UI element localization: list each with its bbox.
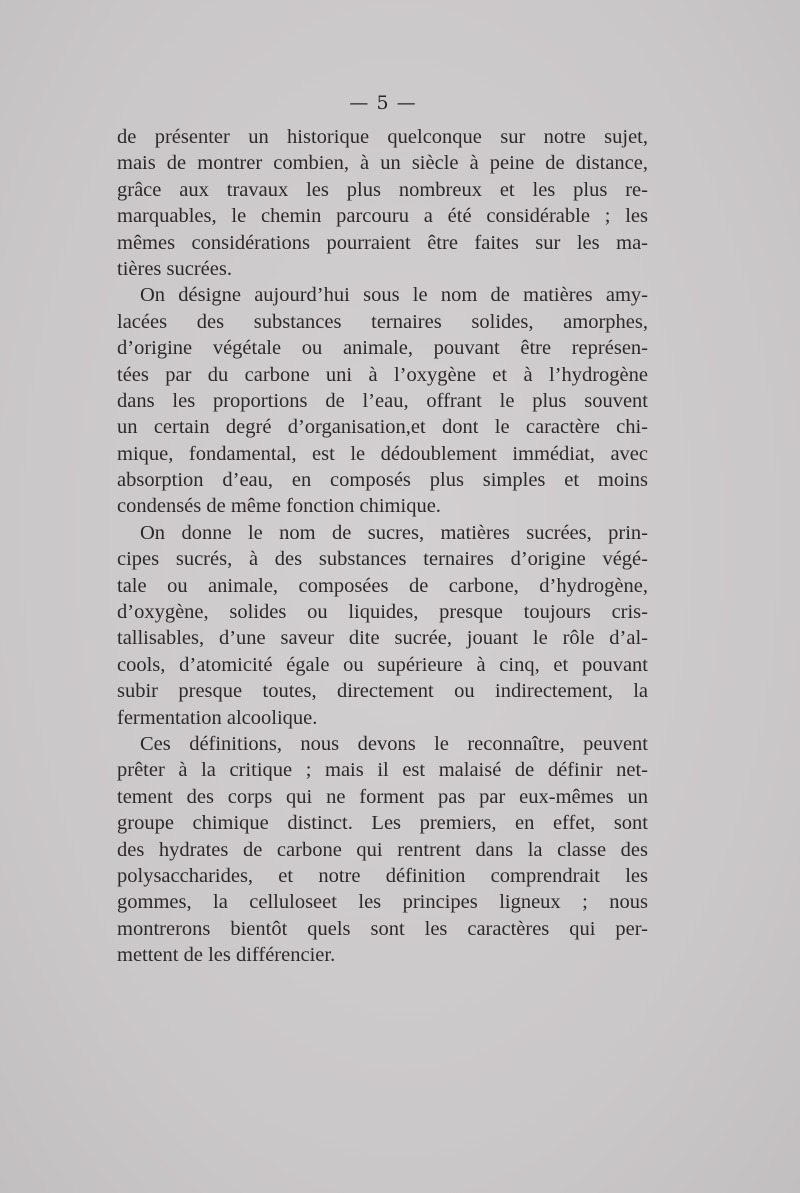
text-line: lacées des substances ternaires solides, amorphes, <box>117 310 648 333</box>
text-line: mais de montrer combien, à un siècle à peine de distance, <box>117 152 648 175</box>
text-line: Ces définitions, nous devons le reconnaître, peuvent <box>140 732 648 755</box>
text-line: mêmes considérations pourraient être faites sur les ma- <box>117 231 648 254</box>
page-number: — 5 — <box>349 92 417 114</box>
paragraph-3 <box>117 520 648 731</box>
text-line: mique, fondamental, est le dédoublement immédiat, avec <box>117 442 648 465</box>
text-line: gommes, la celluloseet les principes ligneux ; nous <box>117 891 648 914</box>
body-text <box>117 124 648 969</box>
text-line: mettent de les différencier. <box>117 944 336 967</box>
text-line: tement des corps qui ne forment pas par eux-mêmes un <box>117 785 648 808</box>
paragraph-2 <box>117 282 648 520</box>
text-line: cipes sucrés, à des substances ternaires d’origine végé- <box>117 548 648 571</box>
text-line: d’origine végétale ou animale, pouvant être représen- <box>117 337 648 360</box>
text-line: un certain degré d’organisation,et dont le caractère chi- <box>117 416 648 439</box>
text-line: polysaccharides, et notre définition comprendrait les <box>117 864 648 887</box>
text-line: montrerons bientôt quels sont les caractères qui per- <box>117 917 648 940</box>
text-line: groupe chimique distinct. Les premiers, en effet, sont <box>117 812 648 835</box>
text-line: absorption d’eau, en composés plus simples et moins <box>117 469 648 492</box>
text-line: de présenter un historique quelconque sur notre sujet, <box>117 126 648 148</box>
text-line: condensés de même fonction chimique. <box>117 495 441 518</box>
text-line: prêter à la critique ; mais il est malaisé de définir net- <box>117 759 648 782</box>
text-line: tallisables, d’une saveur dite sucrée, jouant le rôle d’al- <box>117 627 648 650</box>
paragraph-1 <box>117 124 648 282</box>
text-line: cools, d’atomicité égale ou supérieure à cinq, et pouvant <box>117 653 648 676</box>
text-line: des hydrates de carbone qui rentrent dans la classe des <box>117 838 648 861</box>
text-line: marquables, le chemin parcouru a été considérable ; les <box>117 205 648 228</box>
text-line: tières sucrées. <box>117 257 232 280</box>
text-line: tale ou animale, composées de carbone, d’hydrogène, <box>117 574 648 597</box>
text-line: dans les proportions de l’eau, offrant le plus souvent <box>117 389 648 412</box>
text-line: On donne le nom de sucres, matières sucrées, prin- <box>140 521 648 544</box>
text-line: fermentation alcoolique. <box>117 706 318 729</box>
paragraph-4 <box>117 731 648 969</box>
text-line: d’oxygène, solides ou liquides, presque toujours cris- <box>117 601 648 624</box>
text-line: On désigne aujourd’hui sous le nom de matières amy- <box>140 284 648 307</box>
text-line: grâce aux travaux les plus nombreux et les plus re- <box>117 178 648 201</box>
text-line: tées par du carbone uni à l’oxygène et à l’hydrogène <box>117 363 648 386</box>
text-line: subir presque toutes, directement ou indirectement, la <box>117 680 648 703</box>
